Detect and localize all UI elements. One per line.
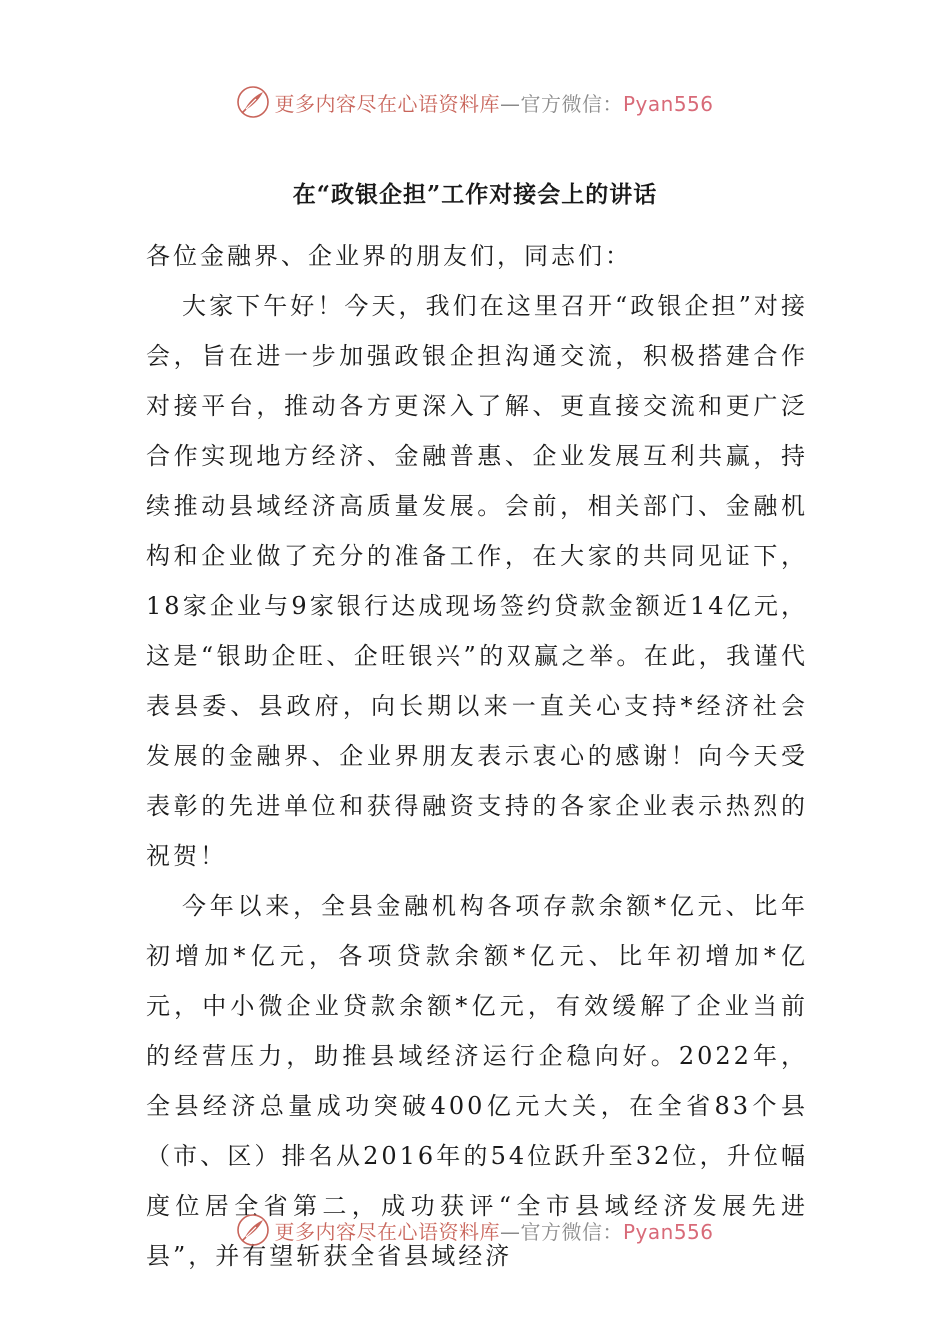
watermark-wechat-id: Pyan556	[622, 1219, 714, 1244]
watermark-separator: —	[499, 91, 521, 116]
watermark-text	[274, 1216, 713, 1245]
header-watermark	[0, 80, 950, 124]
watermark-wechat-id: Pyan556	[622, 91, 714, 116]
salutation: 各位金融界、企业界的朋友们，同志们：	[146, 242, 632, 270]
watermark-brand: 更多内容尽在心语资料库	[274, 1219, 500, 1244]
paragraph-2: 今年以来，全县金融机构各项存款余额*亿元、比年初增加*亿元，各项贷款余额*亿元、比年初增加*亿元，中小微企业贷款余额*亿元，有效缓解了企业当前的经营压力，助推县域经济运行企稳向好。2022年，全县经济总量成功突破400亿元大关，在全省83个县（市、区）排名从2016年的54位跃升至32位，升位幅度位居全省第二，成功获评“全市县域经济发展先进县”，并有望斩获全省县域经济	[146, 892, 808, 1270]
watermark-wechat-label: 官方微信：	[520, 1219, 623, 1244]
feather-pen-logo-icon	[236, 1213, 270, 1247]
paragraph-1: 大家下午好！今天，我们在这里召开“政银企担”对接会，旨在进一步加强政银企担沟通交流，积极搭建合作对接平台，推动各方更深入了解、更直接交流和更广泛合作实现地方经济、金融普惠、企业发展互利共赢，持续推动县域经济高质量发展。会前，相关部门、金融机构和企业做了充分的准备工作，在大家的共同见证下，18家企业与9家银行达成现场签约贷款金额近14亿元，这是“银助企旺、企旺银兴”的双赢之举。在此，我谨代表县委、县政府，向长期以来一直关心支持*经济社会发展的金融界、企业界朋友表示衷心的感谢！向今天受表彰的先进单位和获得融资支持的各家企业表示热烈的祝贺！	[146, 292, 808, 870]
watermark-wechat-label: 官方微信：	[520, 91, 623, 116]
document-title: 在“政银企担”工作对接会上的讲话	[292, 181, 658, 208]
feather-pen-logo-icon	[236, 85, 270, 119]
watermark-brand: 更多内容尽在心语资料库	[274, 91, 500, 116]
watermark-separator: —	[499, 1219, 521, 1244]
watermark-text	[274, 88, 713, 117]
footer-watermark	[0, 1208, 950, 1252]
document-body	[146, 231, 808, 1281]
